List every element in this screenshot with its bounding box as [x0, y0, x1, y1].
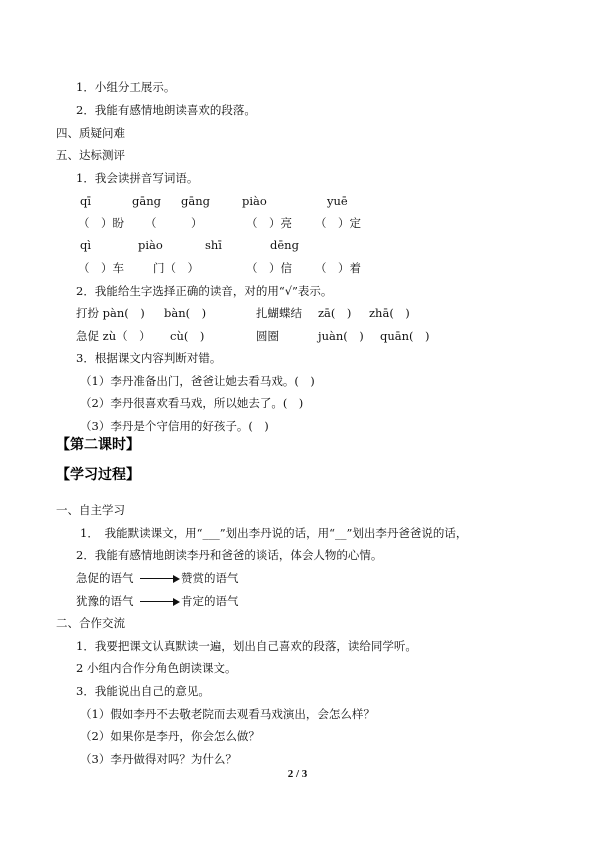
document-page: 1．小组分工展示。 2．我能有感情地朗读喜欢的段落。 四、质疑问难 五、达标测评 1．我会读拼音写词语。 qī gāng gāng piào yuē （ ）盼 （ ） （ ）亮 （ ）定 qì piào shī dēng （ ）车 门（ ） （ ）信 （ ）着 2．我能给生字选择正确的读音，对的用“√”表示。 打扮 pàn( ) bàn( ) 扎蝴蝶结 zā( ) zhā( ) 急促 zù（ ） cù( ) 圆圈 juàn( ) quān( ) 3．根据课文内容判断对错。 （1）李丹准备出门，爸爸让她去看马戏。( ) （2）李丹很喜欢看马戏，所以她去了。( ) （3）李丹是个守信用的好孩子。( ) 【第二课时】 【学习过程】 一、自主学习 1． 我能默读课文，用“___”划出李丹说的话，用“__”划出李丹爸爸说的话， 2．我能有感情地朗读李丹和爸爸的谈话，体会人物的心情。 急促的语气 赞赏的语气 犹豫的语气 肯定的语气 二、合作交流 1．我要把课文认真默读一遍，划出自己喜欢的段落，读给同学听。 2 小组内合作分角色朗读课文。 3．我能说出自己的意见。 （1）假如李丹不去敬老院而去观看马戏演出，会怎么样？ （2）如果你是李丹，你会怎么做？ （3）李丹做得对吗？为什么？ 2 / 3 [0, 0, 595, 841]
lesson-heading: 【第二课时】 [56, 437, 140, 453]
lesson-heading: 【学习过程】 [56, 467, 140, 483]
page-number: 2 / 3 [287, 768, 308, 780]
